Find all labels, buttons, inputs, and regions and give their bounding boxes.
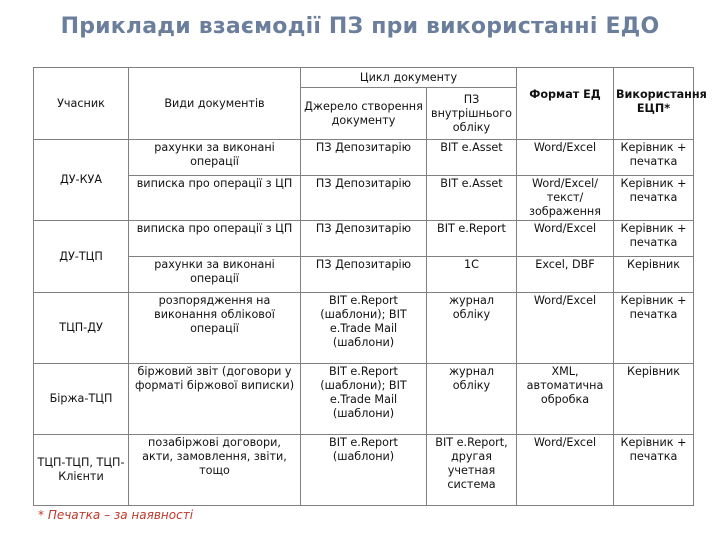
- signature-cell: Керівник + печатка: [614, 221, 694, 257]
- source-cell: ПЗ Депозитарію: [301, 176, 427, 221]
- internal-sw-cell: журнал обліку: [427, 293, 517, 364]
- doc-type-cell: рахунки за виконані операції: [129, 140, 301, 176]
- header-doc-types: Види документів: [129, 68, 301, 140]
- format-cell: Word/Excel: [517, 140, 614, 176]
- doc-type-cell: виписка про операції з ЦП: [129, 176, 301, 221]
- table-row: [34, 364, 694, 435]
- table-row: [34, 435, 694, 506]
- doc-type-cell: виписка про операції з ЦП: [129, 221, 301, 257]
- participant-cell: ТЦП-ДУ: [34, 293, 129, 364]
- table-row: [34, 176, 694, 221]
- header-cycle: Цикл документу: [301, 68, 517, 88]
- source-cell: ПЗ Депозитарію: [301, 140, 427, 176]
- format-cell: Word/Excel/текст/зображення: [517, 176, 614, 221]
- signature-cell: Керівник + печатка: [614, 293, 694, 364]
- internal-sw-cell: BIT e.Asset: [427, 176, 517, 221]
- doc-type-cell: біржовий звіт (договори у форматі біржової виписки): [129, 364, 301, 435]
- footnote: * Печатка – за наявності: [38, 508, 194, 522]
- doc-type-cell: рахунки за виконані операції: [129, 257, 301, 293]
- table-row: [34, 140, 694, 176]
- internal-sw-cell: 1С: [427, 257, 517, 293]
- internal-sw-cell: BIT e.Report: [427, 221, 517, 257]
- source-cell: BIT e.Report (шаблони): [301, 435, 427, 506]
- header-format: Формат ЕД: [517, 88, 614, 140]
- format-cell: Word/Excel: [517, 435, 614, 506]
- header-source: Джерело створення документу: [301, 88, 427, 140]
- participant-cell: Біржа-ТЦП: [34, 364, 129, 435]
- signature-cell: Керівник + печатка: [614, 176, 694, 221]
- format-cell: Word/Excel: [517, 293, 614, 364]
- header-participant: Учасник: [34, 68, 129, 140]
- header-format-top: [517, 68, 614, 88]
- format-cell: Word/Excel: [517, 221, 614, 257]
- page-title: Приклади взаємодії ПЗ при використанні ЕДО: [60, 14, 660, 39]
- participant-cell: ДУ-ТЦП: [34, 221, 129, 293]
- doc-type-cell: розпорядження на виконання облікової операції: [129, 293, 301, 364]
- header-signature-top: [614, 68, 694, 88]
- edo-interaction-table: [33, 67, 707, 506]
- signature-cell: Керівник + печатка: [614, 140, 694, 176]
- participant-cell: ДУ-КУА: [34, 140, 129, 221]
- signature-cell: Керівник: [614, 364, 694, 435]
- table-row: [34, 221, 694, 257]
- signature-cell: Керівник: [614, 257, 694, 293]
- internal-sw-cell: BIT e.Report, другая учетная система: [427, 435, 517, 506]
- source-cell: ПЗ Депозитарію: [301, 257, 427, 293]
- source-cell: BIT e.Report (шаблони); BIT e.Trade Mail (шаблони): [301, 364, 427, 435]
- internal-sw-cell: журнал обліку: [427, 364, 517, 435]
- internal-sw-cell: BIT e.Asset: [427, 140, 517, 176]
- table-row: [34, 293, 694, 364]
- table-row: [34, 257, 694, 293]
- header-signature: Використання ЕЦП*: [614, 88, 694, 140]
- source-cell: BIT e.Report (шаблони); BIT e.Trade Mail (шаблони): [301, 293, 427, 364]
- format-cell: Excel, DBF: [517, 257, 614, 293]
- participant-cell: ТЦП-ТЦП, ТЦП-Клієнти: [34, 435, 129, 506]
- signature-cell: Керівник + печатка: [614, 435, 694, 506]
- doc-type-cell: позабіржові договори, акти, замовлення, звіти, тощо: [129, 435, 301, 506]
- header-internal-sw: ПЗ внутрішнього обліку: [427, 88, 517, 140]
- source-cell: ПЗ Депозитарію: [301, 221, 427, 257]
- format-cell: XML, автоматична обробка: [517, 364, 614, 435]
